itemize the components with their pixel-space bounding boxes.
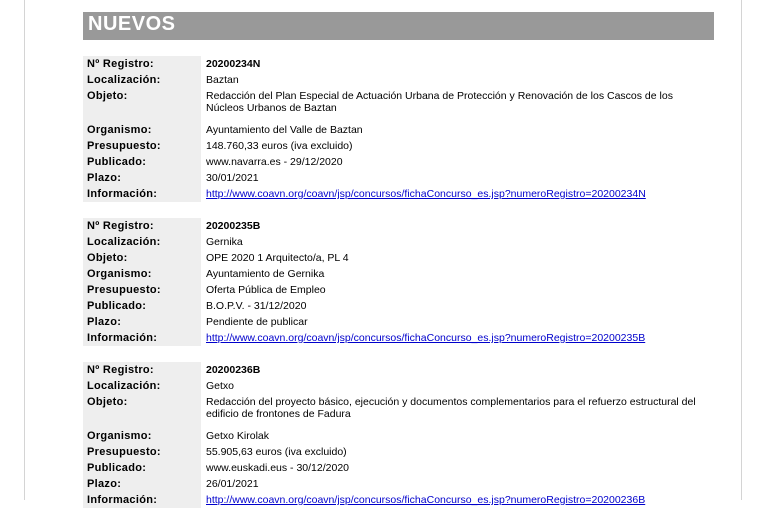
label-plazo: Plazo: bbox=[83, 476, 201, 492]
label-organismo: Organismo: bbox=[83, 122, 201, 138]
value-informacion bbox=[201, 186, 703, 202]
label-registro: Nº Registro: bbox=[83, 56, 201, 72]
label-localizacion: Localización: bbox=[83, 234, 201, 250]
row-publicado bbox=[83, 460, 703, 476]
value-localizacion: Gernika bbox=[206, 236, 243, 248]
row-organismo bbox=[83, 428, 703, 444]
label-registro: Nº Registro: bbox=[83, 218, 201, 234]
value-informacion bbox=[201, 330, 703, 346]
row-objeto bbox=[83, 250, 703, 266]
label-registro: Nº Registro: bbox=[83, 362, 201, 378]
value-publicado: www.navarra.es - 29/12/2020 bbox=[206, 156, 343, 168]
row-localizacion bbox=[83, 72, 703, 88]
value-objeto: OPE 2020 1 Arquitecto/a, PL 4 bbox=[206, 252, 349, 264]
section-header bbox=[83, 12, 714, 40]
row-presupuesto bbox=[83, 138, 703, 154]
row-organismo bbox=[83, 122, 703, 138]
label-publicado: Publicado: bbox=[83, 154, 201, 170]
label-publicado: Publicado: bbox=[83, 298, 201, 314]
label-presupuesto: Presupuesto: bbox=[83, 138, 201, 154]
label-localizacion: Localización: bbox=[83, 378, 201, 394]
row-presupuesto bbox=[83, 282, 703, 298]
value-localizacion: Baztan bbox=[206, 74, 239, 86]
value-registro: 20200236B bbox=[206, 364, 261, 376]
row-registro bbox=[83, 56, 703, 72]
record-item bbox=[83, 56, 703, 202]
value-organismo: Ayuntamiento del Valle de Baztan bbox=[206, 124, 363, 136]
row-presupuesto bbox=[83, 444, 703, 460]
value-localizacion: Getxo bbox=[206, 380, 235, 392]
row-localizacion bbox=[83, 234, 703, 250]
label-informacion: Información: bbox=[83, 186, 201, 202]
row-publicado bbox=[83, 298, 703, 314]
row-objeto bbox=[83, 394, 703, 428]
info-link[interactable]: http://www.coavn.org/coavn/jsp/concursos/fichaConcurso_es.jsp?numeroRegistro=20200236B bbox=[206, 494, 646, 506]
info-link[interactable]: http://www.coavn.org/coavn/jsp/concursos/fichaConcurso_es.jsp?numeroRegistro=20200235B bbox=[206, 332, 646, 344]
row-registro bbox=[83, 218, 703, 234]
value-plazo: Pendiente de publicar bbox=[206, 316, 308, 328]
value-registro: 20200235B bbox=[206, 220, 261, 232]
value-organismo: Getxo Kirolak bbox=[206, 430, 270, 442]
value-objeto: Redacción del proyecto básico, ejecución y documentos complementarios para el refuerzo estructural del edificio de frontones de Fadura bbox=[206, 396, 696, 420]
value-registro: 20200234N bbox=[206, 58, 261, 70]
label-localizacion: Localización: bbox=[83, 72, 201, 88]
row-plazo bbox=[83, 476, 703, 492]
label-plazo: Plazo: bbox=[83, 314, 201, 330]
record-item bbox=[83, 362, 703, 508]
row-informacion bbox=[83, 492, 703, 508]
row-localizacion bbox=[83, 378, 703, 394]
row-organismo bbox=[83, 266, 703, 282]
label-presupuesto: Presupuesto: bbox=[83, 444, 201, 460]
label-informacion: Información: bbox=[83, 330, 201, 346]
value-objeto: Redacción del Plan Especial de Actuación Urbana de Protección y Renovación de los Cascos de los Núcleos Urbanos de Baztan bbox=[206, 90, 673, 114]
row-plazo bbox=[83, 314, 703, 330]
row-plazo bbox=[83, 170, 703, 186]
label-informacion: Información: bbox=[83, 492, 201, 508]
row-objeto bbox=[83, 88, 703, 122]
label-objeto: Objeto: bbox=[83, 88, 201, 122]
value-plazo: 26/01/2021 bbox=[206, 478, 259, 490]
value-organismo: Ayuntamiento de Gernika bbox=[206, 268, 325, 280]
value-publicado: www.euskadi.eus - 30/12/2020 bbox=[206, 462, 350, 474]
row-publicado bbox=[83, 154, 703, 170]
value-presupuesto: 148.760,33 euros (iva excluido) bbox=[206, 140, 353, 152]
label-objeto: Objeto: bbox=[83, 394, 201, 428]
records-list bbox=[83, 56, 703, 524]
section-title: NUEVOS bbox=[88, 13, 176, 35]
value-informacion bbox=[201, 492, 703, 508]
label-organismo: Organismo: bbox=[83, 266, 201, 282]
label-presupuesto: Presupuesto: bbox=[83, 282, 201, 298]
label-plazo: Plazo: bbox=[83, 170, 201, 186]
info-link[interactable]: http://www.coavn.org/coavn/jsp/concursos/fichaConcurso_es.jsp?numeroRegistro=20200234N bbox=[206, 188, 646, 200]
value-plazo: 30/01/2021 bbox=[206, 172, 259, 184]
row-informacion bbox=[83, 186, 703, 202]
value-presupuesto: Oferta Pública de Empleo bbox=[206, 284, 326, 296]
label-objeto: Objeto: bbox=[83, 250, 201, 266]
label-organismo: Organismo: bbox=[83, 428, 201, 444]
row-registro bbox=[83, 362, 703, 378]
label-publicado: Publicado: bbox=[83, 460, 201, 476]
record-item bbox=[83, 218, 703, 346]
value-publicado: B.O.P.V. - 31/12/2020 bbox=[206, 300, 307, 312]
value-presupuesto: 55.905,63 euros (iva excluido) bbox=[206, 446, 347, 458]
row-informacion bbox=[83, 330, 703, 346]
